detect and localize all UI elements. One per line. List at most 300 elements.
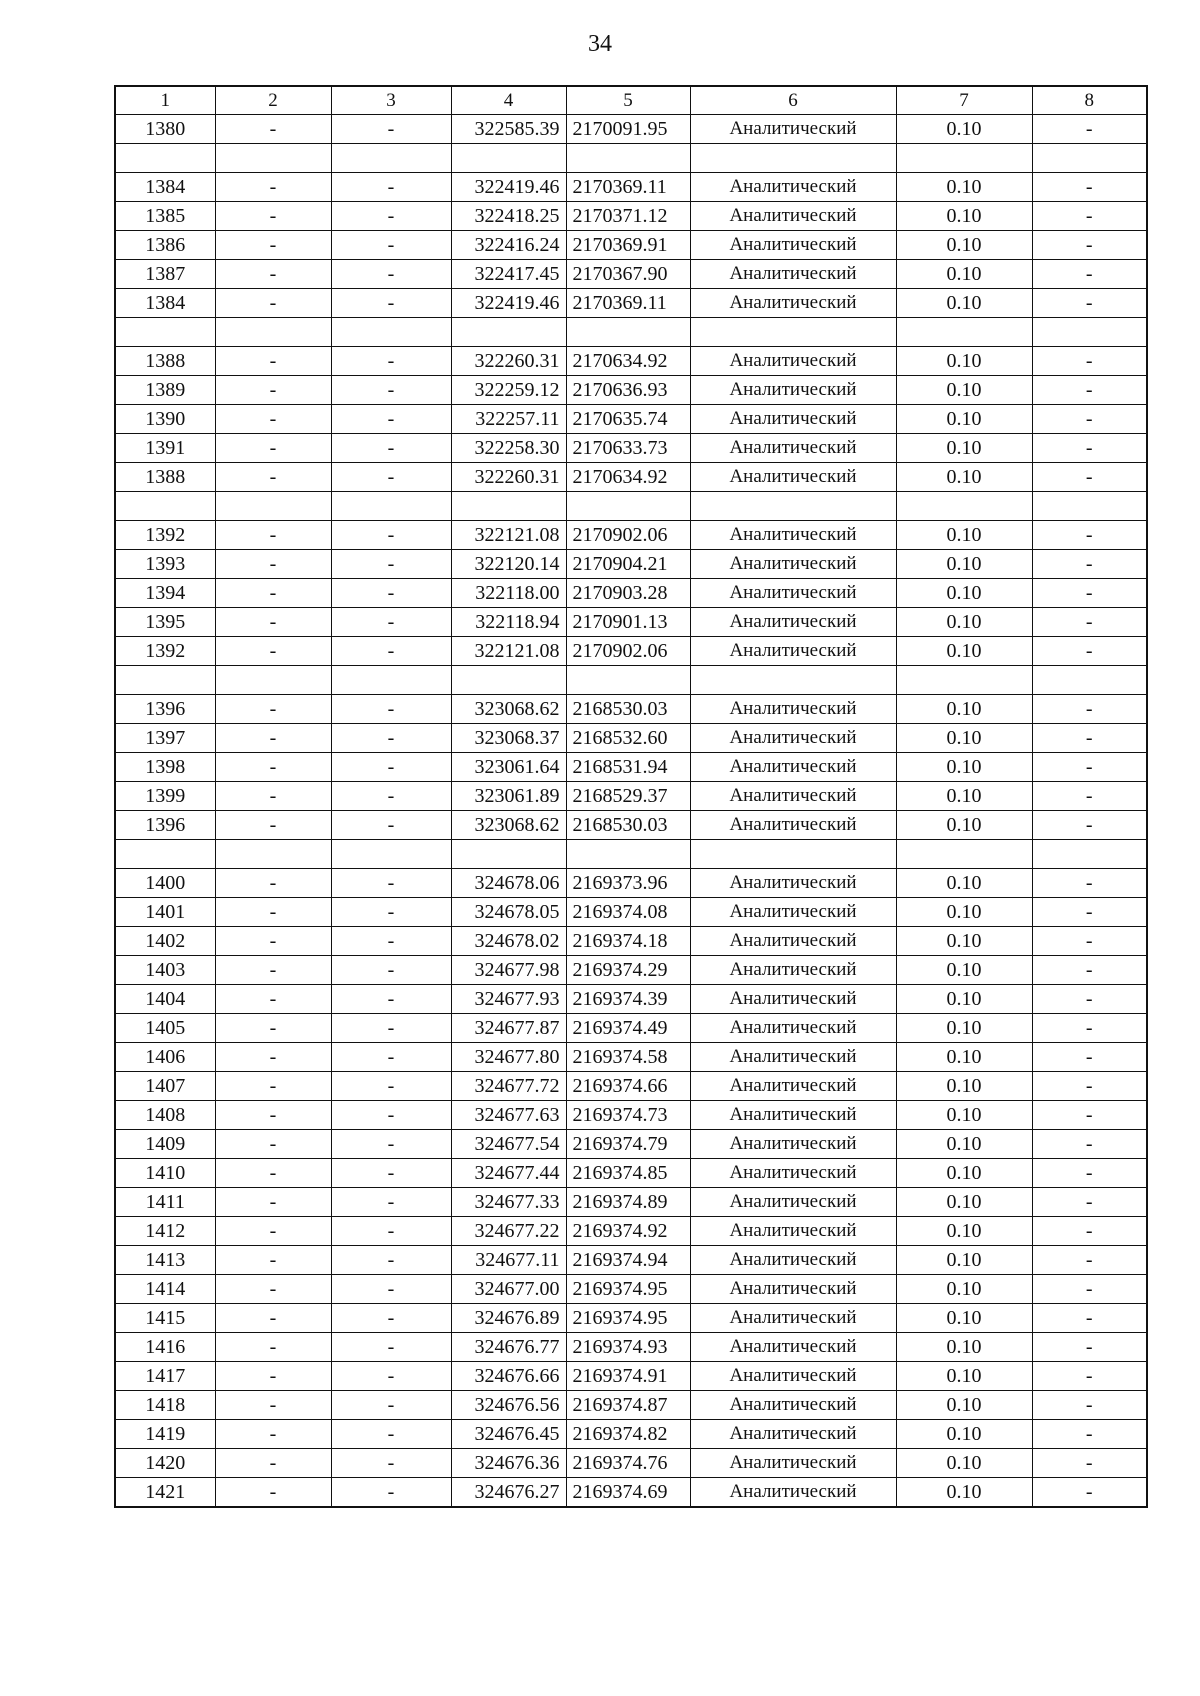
- coordinate-y-cell: 2169374.18: [566, 927, 690, 956]
- method-cell: Аналитический: [690, 753, 896, 782]
- point-number-cell: 1416: [115, 1333, 215, 1362]
- column-3-cell: -: [331, 405, 451, 434]
- column-8-cell: -: [1032, 1478, 1147, 1508]
- table-separator-row: [115, 666, 1147, 695]
- table-row: [115, 724, 1147, 753]
- coordinate-y-cell: 2170902.06: [566, 521, 690, 550]
- column-3-cell: [331, 144, 451, 173]
- column-8-cell: -: [1032, 1420, 1147, 1449]
- point-number-cell: 1408: [115, 1101, 215, 1130]
- table-row: [115, 1333, 1147, 1362]
- accuracy-cell: 0.10: [896, 724, 1032, 753]
- table-row: [115, 115, 1147, 144]
- method-cell: Аналитический: [690, 811, 896, 840]
- column-8-cell: -: [1032, 173, 1147, 202]
- method-cell: Аналитический: [690, 347, 896, 376]
- coordinate-y-cell: 2168532.60: [566, 724, 690, 753]
- column-2-cell: -: [215, 260, 331, 289]
- column-2-cell: -: [215, 608, 331, 637]
- coordinate-y-cell: 2170371.12: [566, 202, 690, 231]
- column-8-cell: -: [1032, 231, 1147, 260]
- accuracy-cell: 0.10: [896, 1449, 1032, 1478]
- table-row: [115, 260, 1147, 289]
- table-row: [115, 579, 1147, 608]
- column-2-cell: -: [215, 1014, 331, 1043]
- column-3-cell: -: [331, 550, 451, 579]
- method-cell: Аналитический: [690, 869, 896, 898]
- point-number-cell: 1389: [115, 376, 215, 405]
- column-8-cell: -: [1032, 376, 1147, 405]
- column-8-cell: -: [1032, 1072, 1147, 1101]
- coordinate-x-cell: 322120.14: [451, 550, 566, 579]
- point-number-cell: 1419: [115, 1420, 215, 1449]
- column-2-cell: -: [215, 1304, 331, 1333]
- table-row: [115, 782, 1147, 811]
- table-row: [115, 956, 1147, 985]
- column-2-cell: -: [215, 1188, 331, 1217]
- column-3-cell: -: [331, 1072, 451, 1101]
- point-number-cell: 1402: [115, 927, 215, 956]
- table-row: [115, 898, 1147, 927]
- point-number-cell: [115, 492, 215, 521]
- coordinate-y-cell: 2169374.93: [566, 1333, 690, 1362]
- point-number-cell: 1418: [115, 1391, 215, 1420]
- method-cell: Аналитический: [690, 898, 896, 927]
- column-2-cell: -: [215, 753, 331, 782]
- column-3-cell: -: [331, 898, 451, 927]
- coordinate-y-cell: [566, 144, 690, 173]
- column-2-cell: -: [215, 202, 331, 231]
- coordinate-x-cell: 322121.08: [451, 521, 566, 550]
- coordinate-y-cell: 2169374.85: [566, 1159, 690, 1188]
- coordinate-x-cell: [451, 840, 566, 869]
- coordinate-x-cell: 322257.11: [451, 405, 566, 434]
- table-separator-row: [115, 840, 1147, 869]
- column-8-cell: -: [1032, 1275, 1147, 1304]
- table-row: [115, 347, 1147, 376]
- column-8-cell: -: [1032, 753, 1147, 782]
- column-3-cell: -: [331, 579, 451, 608]
- table-row: [115, 869, 1147, 898]
- table-row: [115, 1188, 1147, 1217]
- coordinate-x-cell: 324676.77: [451, 1333, 566, 1362]
- table-header-row: [115, 86, 1147, 115]
- accuracy-cell: 0.10: [896, 1420, 1032, 1449]
- table-row: [115, 695, 1147, 724]
- point-number-cell: 1388: [115, 463, 215, 492]
- table-row: [115, 1043, 1147, 1072]
- column-8-cell: -: [1032, 463, 1147, 492]
- column-3-cell: -: [331, 1333, 451, 1362]
- column-3-cell: -: [331, 1420, 451, 1449]
- method-cell: Аналитический: [690, 1159, 896, 1188]
- coordinate-y-cell: 2170634.92: [566, 347, 690, 376]
- table-row: [115, 1275, 1147, 1304]
- column-3-cell: -: [331, 376, 451, 405]
- coordinate-x-cell: 324676.36: [451, 1449, 566, 1478]
- point-number-cell: 1384: [115, 173, 215, 202]
- accuracy-cell: 0.10: [896, 173, 1032, 202]
- column-2-cell: [215, 666, 331, 695]
- method-cell: Аналитический: [690, 637, 896, 666]
- accuracy-cell: 0.10: [896, 956, 1032, 985]
- method-cell: Аналитический: [690, 1333, 896, 1362]
- method-cell: Аналитический: [690, 1188, 896, 1217]
- point-number-cell: 1398: [115, 753, 215, 782]
- accuracy-cell: 0.10: [896, 1478, 1032, 1508]
- column-3-cell: -: [331, 463, 451, 492]
- table-row: [115, 405, 1147, 434]
- method-cell: Аналитический: [690, 1362, 896, 1391]
- column-8-cell: -: [1032, 579, 1147, 608]
- column-8-cell: [1032, 666, 1147, 695]
- column-3-cell: -: [331, 811, 451, 840]
- accuracy-cell: [896, 492, 1032, 521]
- coordinate-y-cell: 2170635.74: [566, 405, 690, 434]
- point-number-cell: 1420: [115, 1449, 215, 1478]
- column-8-cell: -: [1032, 1159, 1147, 1188]
- point-number-cell: 1412: [115, 1217, 215, 1246]
- column-2-cell: -: [215, 637, 331, 666]
- accuracy-cell: 0.10: [896, 1362, 1032, 1391]
- column-8-cell: -: [1032, 1246, 1147, 1275]
- method-cell: Аналитический: [690, 1478, 896, 1508]
- column-2-cell: -: [215, 869, 331, 898]
- accuracy-cell: 0.10: [896, 405, 1032, 434]
- table-row: [115, 1159, 1147, 1188]
- column-2-cell: -: [215, 376, 331, 405]
- coordinate-x-cell: 323061.64: [451, 753, 566, 782]
- method-cell: Аналитический: [690, 463, 896, 492]
- coordinate-y-cell: 2169374.89: [566, 1188, 690, 1217]
- accuracy-cell: 0.10: [896, 1333, 1032, 1362]
- coordinate-x-cell: 322419.46: [451, 289, 566, 318]
- method-cell: Аналитический: [690, 1217, 896, 1246]
- coordinate-y-cell: [566, 492, 690, 521]
- column-2-cell: -: [215, 1217, 331, 1246]
- method-cell: Аналитический: [690, 927, 896, 956]
- table-separator-row: [115, 492, 1147, 521]
- column-2-cell: [215, 492, 331, 521]
- point-number-cell: 1384: [115, 289, 215, 318]
- method-cell: Аналитический: [690, 1420, 896, 1449]
- table-row: [115, 231, 1147, 260]
- coordinate-x-cell: [451, 666, 566, 695]
- coordinate-y-cell: 2169374.82: [566, 1420, 690, 1449]
- accuracy-cell: 0.10: [896, 753, 1032, 782]
- coordinate-x-cell: 322121.08: [451, 637, 566, 666]
- coordinate-x-cell: 324677.80: [451, 1043, 566, 1072]
- column-3-cell: -: [331, 724, 451, 753]
- column-2-cell: -: [215, 434, 331, 463]
- coordinate-x-cell: 323061.89: [451, 782, 566, 811]
- coordinate-y-cell: 2170634.92: [566, 463, 690, 492]
- coordinate-x-cell: 324677.22: [451, 1217, 566, 1246]
- accuracy-cell: 0.10: [896, 347, 1032, 376]
- column-2-cell: -: [215, 1275, 331, 1304]
- method-cell: Аналитический: [690, 1275, 896, 1304]
- coordinate-x-cell: 324676.45: [451, 1420, 566, 1449]
- table-separator-row: [115, 144, 1147, 173]
- point-number-cell: 1390: [115, 405, 215, 434]
- column-2-cell: -: [215, 579, 331, 608]
- coordinate-y-cell: 2170369.91: [566, 231, 690, 260]
- column-8-cell: [1032, 492, 1147, 521]
- coordinate-y-cell: 2169374.39: [566, 985, 690, 1014]
- column-8-cell: -: [1032, 1449, 1147, 1478]
- column-3-cell: [331, 318, 451, 347]
- coordinate-x-cell: 322416.24: [451, 231, 566, 260]
- coordinate-y-cell: 2168531.94: [566, 753, 690, 782]
- method-cell: Аналитический: [690, 376, 896, 405]
- accuracy-cell: 0.10: [896, 550, 1032, 579]
- coordinate-y-cell: 2170903.28: [566, 579, 690, 608]
- accuracy-cell: 0.10: [896, 985, 1032, 1014]
- method-cell: Аналитический: [690, 782, 896, 811]
- column-2-cell: -: [215, 956, 331, 985]
- coordinate-y-cell: 2170091.95: [566, 115, 690, 144]
- column-2-cell: -: [215, 231, 331, 260]
- column-8-cell: -: [1032, 521, 1147, 550]
- method-cell: Аналитический: [690, 231, 896, 260]
- column-3-cell: -: [331, 1014, 451, 1043]
- accuracy-cell: 0.10: [896, 811, 1032, 840]
- column-2-cell: -: [215, 927, 331, 956]
- column-8-cell: -: [1032, 898, 1147, 927]
- column-3-cell: -: [331, 260, 451, 289]
- column-header: 5: [566, 86, 690, 115]
- accuracy-cell: 0.10: [896, 289, 1032, 318]
- point-number-cell: 1404: [115, 985, 215, 1014]
- coordinate-y-cell: 2169373.96: [566, 869, 690, 898]
- column-3-cell: -: [331, 1275, 451, 1304]
- point-number-cell: 1388: [115, 347, 215, 376]
- method-cell: [690, 492, 896, 521]
- point-number-cell: 1414: [115, 1275, 215, 1304]
- coordinate-y-cell: 2168530.03: [566, 695, 690, 724]
- accuracy-cell: 0.10: [896, 1014, 1032, 1043]
- accuracy-cell: [896, 318, 1032, 347]
- coordinate-y-cell: 2169374.95: [566, 1275, 690, 1304]
- point-number-cell: 1386: [115, 231, 215, 260]
- column-header: 6: [690, 86, 896, 115]
- column-8-cell: -: [1032, 782, 1147, 811]
- column-8-cell: -: [1032, 985, 1147, 1014]
- accuracy-cell: 0.10: [896, 637, 1032, 666]
- coordinate-x-cell: 323068.37: [451, 724, 566, 753]
- column-8-cell: -: [1032, 260, 1147, 289]
- column-3-cell: -: [331, 173, 451, 202]
- column-3-cell: -: [331, 1217, 451, 1246]
- accuracy-cell: 0.10: [896, 579, 1032, 608]
- coordinate-x-cell: 324677.93: [451, 985, 566, 1014]
- column-3-cell: [331, 840, 451, 869]
- accuracy-cell: 0.10: [896, 1101, 1032, 1130]
- column-3-cell: -: [331, 695, 451, 724]
- column-8-cell: -: [1032, 1130, 1147, 1159]
- table-row: [115, 1449, 1147, 1478]
- method-cell: Аналитический: [690, 985, 896, 1014]
- method-cell: Аналитический: [690, 405, 896, 434]
- column-2-cell: -: [215, 405, 331, 434]
- method-cell: Аналитический: [690, 550, 896, 579]
- point-number-cell: 1391: [115, 434, 215, 463]
- coordinate-y-cell: 2169374.91: [566, 1362, 690, 1391]
- table-row: [115, 811, 1147, 840]
- coordinate-x-cell: 322419.46: [451, 173, 566, 202]
- point-number-cell: 1410: [115, 1159, 215, 1188]
- coordinate-y-cell: 2169374.95: [566, 1304, 690, 1333]
- coordinate-y-cell: 2168529.37: [566, 782, 690, 811]
- coordinate-x-cell: 324677.54: [451, 1130, 566, 1159]
- accuracy-cell: 0.10: [896, 869, 1032, 898]
- coordinate-y-cell: 2169374.58: [566, 1043, 690, 1072]
- column-8-cell: -: [1032, 1333, 1147, 1362]
- method-cell: Аналитический: [690, 1101, 896, 1130]
- table-separator-row: [115, 318, 1147, 347]
- column-3-cell: -: [331, 1391, 451, 1420]
- column-3-cell: -: [331, 202, 451, 231]
- table-row: [115, 637, 1147, 666]
- coordinate-y-cell: 2169374.73: [566, 1101, 690, 1130]
- column-2-cell: -: [215, 1391, 331, 1420]
- accuracy-cell: [896, 840, 1032, 869]
- point-number-cell: 1395: [115, 608, 215, 637]
- accuracy-cell: 0.10: [896, 1217, 1032, 1246]
- table-row: [115, 376, 1147, 405]
- method-cell: [690, 666, 896, 695]
- coordinate-y-cell: 2168530.03: [566, 811, 690, 840]
- coordinate-x-cell: 322118.94: [451, 608, 566, 637]
- column-8-cell: -: [1032, 1217, 1147, 1246]
- coordinate-x-cell: 324677.98: [451, 956, 566, 985]
- point-number-cell: 1396: [115, 695, 215, 724]
- accuracy-cell: 0.10: [896, 1043, 1032, 1072]
- accuracy-cell: 0.10: [896, 1130, 1032, 1159]
- column-2-cell: -: [215, 811, 331, 840]
- table-row: [115, 985, 1147, 1014]
- column-3-cell: -: [331, 956, 451, 985]
- method-cell: Аналитический: [690, 1014, 896, 1043]
- column-2-cell: -: [215, 550, 331, 579]
- coordinate-x-cell: 324678.02: [451, 927, 566, 956]
- coordinate-y-cell: 2169374.76: [566, 1449, 690, 1478]
- point-number-cell: 1405: [115, 1014, 215, 1043]
- accuracy-cell: 0.10: [896, 434, 1032, 463]
- column-3-cell: -: [331, 637, 451, 666]
- page-number: 34: [588, 31, 612, 57]
- point-number-cell: 1409: [115, 1130, 215, 1159]
- table-row: [115, 1130, 1147, 1159]
- coordinate-x-cell: 324677.00: [451, 1275, 566, 1304]
- method-cell: Аналитический: [690, 724, 896, 753]
- accuracy-cell: 0.10: [896, 782, 1032, 811]
- column-8-cell: -: [1032, 1101, 1147, 1130]
- column-header: 4: [451, 86, 566, 115]
- table-row: [115, 1391, 1147, 1420]
- coordinate-x-cell: [451, 492, 566, 521]
- coordinate-y-cell: 2170633.73: [566, 434, 690, 463]
- column-2-cell: -: [215, 695, 331, 724]
- coordinate-x-cell: 324678.05: [451, 898, 566, 927]
- coordinate-x-cell: 324677.44: [451, 1159, 566, 1188]
- coordinate-x-cell: 322258.30: [451, 434, 566, 463]
- column-2-cell: -: [215, 1246, 331, 1275]
- column-8-cell: -: [1032, 927, 1147, 956]
- table-row: [115, 202, 1147, 231]
- point-number-cell: 1413: [115, 1246, 215, 1275]
- column-8-cell: -: [1032, 869, 1147, 898]
- table-row: [115, 289, 1147, 318]
- method-cell: Аналитический: [690, 115, 896, 144]
- column-2-cell: -: [215, 521, 331, 550]
- method-cell: Аналитический: [690, 260, 896, 289]
- column-header: 2: [215, 86, 331, 115]
- method-cell: Аналитический: [690, 695, 896, 724]
- coordinate-x-cell: 323068.62: [451, 695, 566, 724]
- coordinate-y-cell: 2169374.08: [566, 898, 690, 927]
- accuracy-cell: 0.10: [896, 1246, 1032, 1275]
- coordinate-y-cell: 2169374.87: [566, 1391, 690, 1420]
- column-8-cell: -: [1032, 637, 1147, 666]
- column-2-cell: -: [215, 1159, 331, 1188]
- accuracy-cell: [896, 666, 1032, 695]
- column-3-cell: -: [331, 1449, 451, 1478]
- coordinate-y-cell: 2169374.79: [566, 1130, 690, 1159]
- coordinate-x-cell: 324677.87: [451, 1014, 566, 1043]
- point-number-cell: 1399: [115, 782, 215, 811]
- coordinate-y-cell: 2170369.11: [566, 173, 690, 202]
- column-8-cell: [1032, 840, 1147, 869]
- column-2-cell: -: [215, 289, 331, 318]
- column-3-cell: -: [331, 434, 451, 463]
- column-8-cell: -: [1032, 724, 1147, 753]
- table-row: [115, 608, 1147, 637]
- column-8-cell: -: [1032, 608, 1147, 637]
- method-cell: [690, 840, 896, 869]
- method-cell: [690, 144, 896, 173]
- column-8-cell: -: [1032, 695, 1147, 724]
- column-3-cell: -: [331, 1246, 451, 1275]
- column-3-cell: -: [331, 115, 451, 144]
- method-cell: Аналитический: [690, 956, 896, 985]
- method-cell: Аналитический: [690, 1391, 896, 1420]
- point-number-cell: 1401: [115, 898, 215, 927]
- column-8-cell: -: [1032, 1362, 1147, 1391]
- coordinate-x-cell: 324678.06: [451, 869, 566, 898]
- column-3-cell: -: [331, 927, 451, 956]
- column-3-cell: -: [331, 869, 451, 898]
- method-cell: Аналитический: [690, 1449, 896, 1478]
- coordinate-y-cell: 2169374.66: [566, 1072, 690, 1101]
- column-8-cell: -: [1032, 347, 1147, 376]
- column-8-cell: -: [1032, 1391, 1147, 1420]
- point-number-cell: 1407: [115, 1072, 215, 1101]
- point-number-cell: 1396: [115, 811, 215, 840]
- coordinate-y-cell: [566, 318, 690, 347]
- coordinate-x-cell: 324676.66: [451, 1362, 566, 1391]
- method-cell: Аналитический: [690, 173, 896, 202]
- accuracy-cell: 0.10: [896, 1304, 1032, 1333]
- column-3-cell: -: [331, 1130, 451, 1159]
- column-3-cell: -: [331, 608, 451, 637]
- column-2-cell: -: [215, 1362, 331, 1391]
- coordinate-y-cell: 2169374.69: [566, 1478, 690, 1508]
- accuracy-cell: 0.10: [896, 898, 1032, 927]
- accuracy-cell: 0.10: [896, 376, 1032, 405]
- point-number-cell: 1394: [115, 579, 215, 608]
- column-2-cell: -: [215, 1043, 331, 1072]
